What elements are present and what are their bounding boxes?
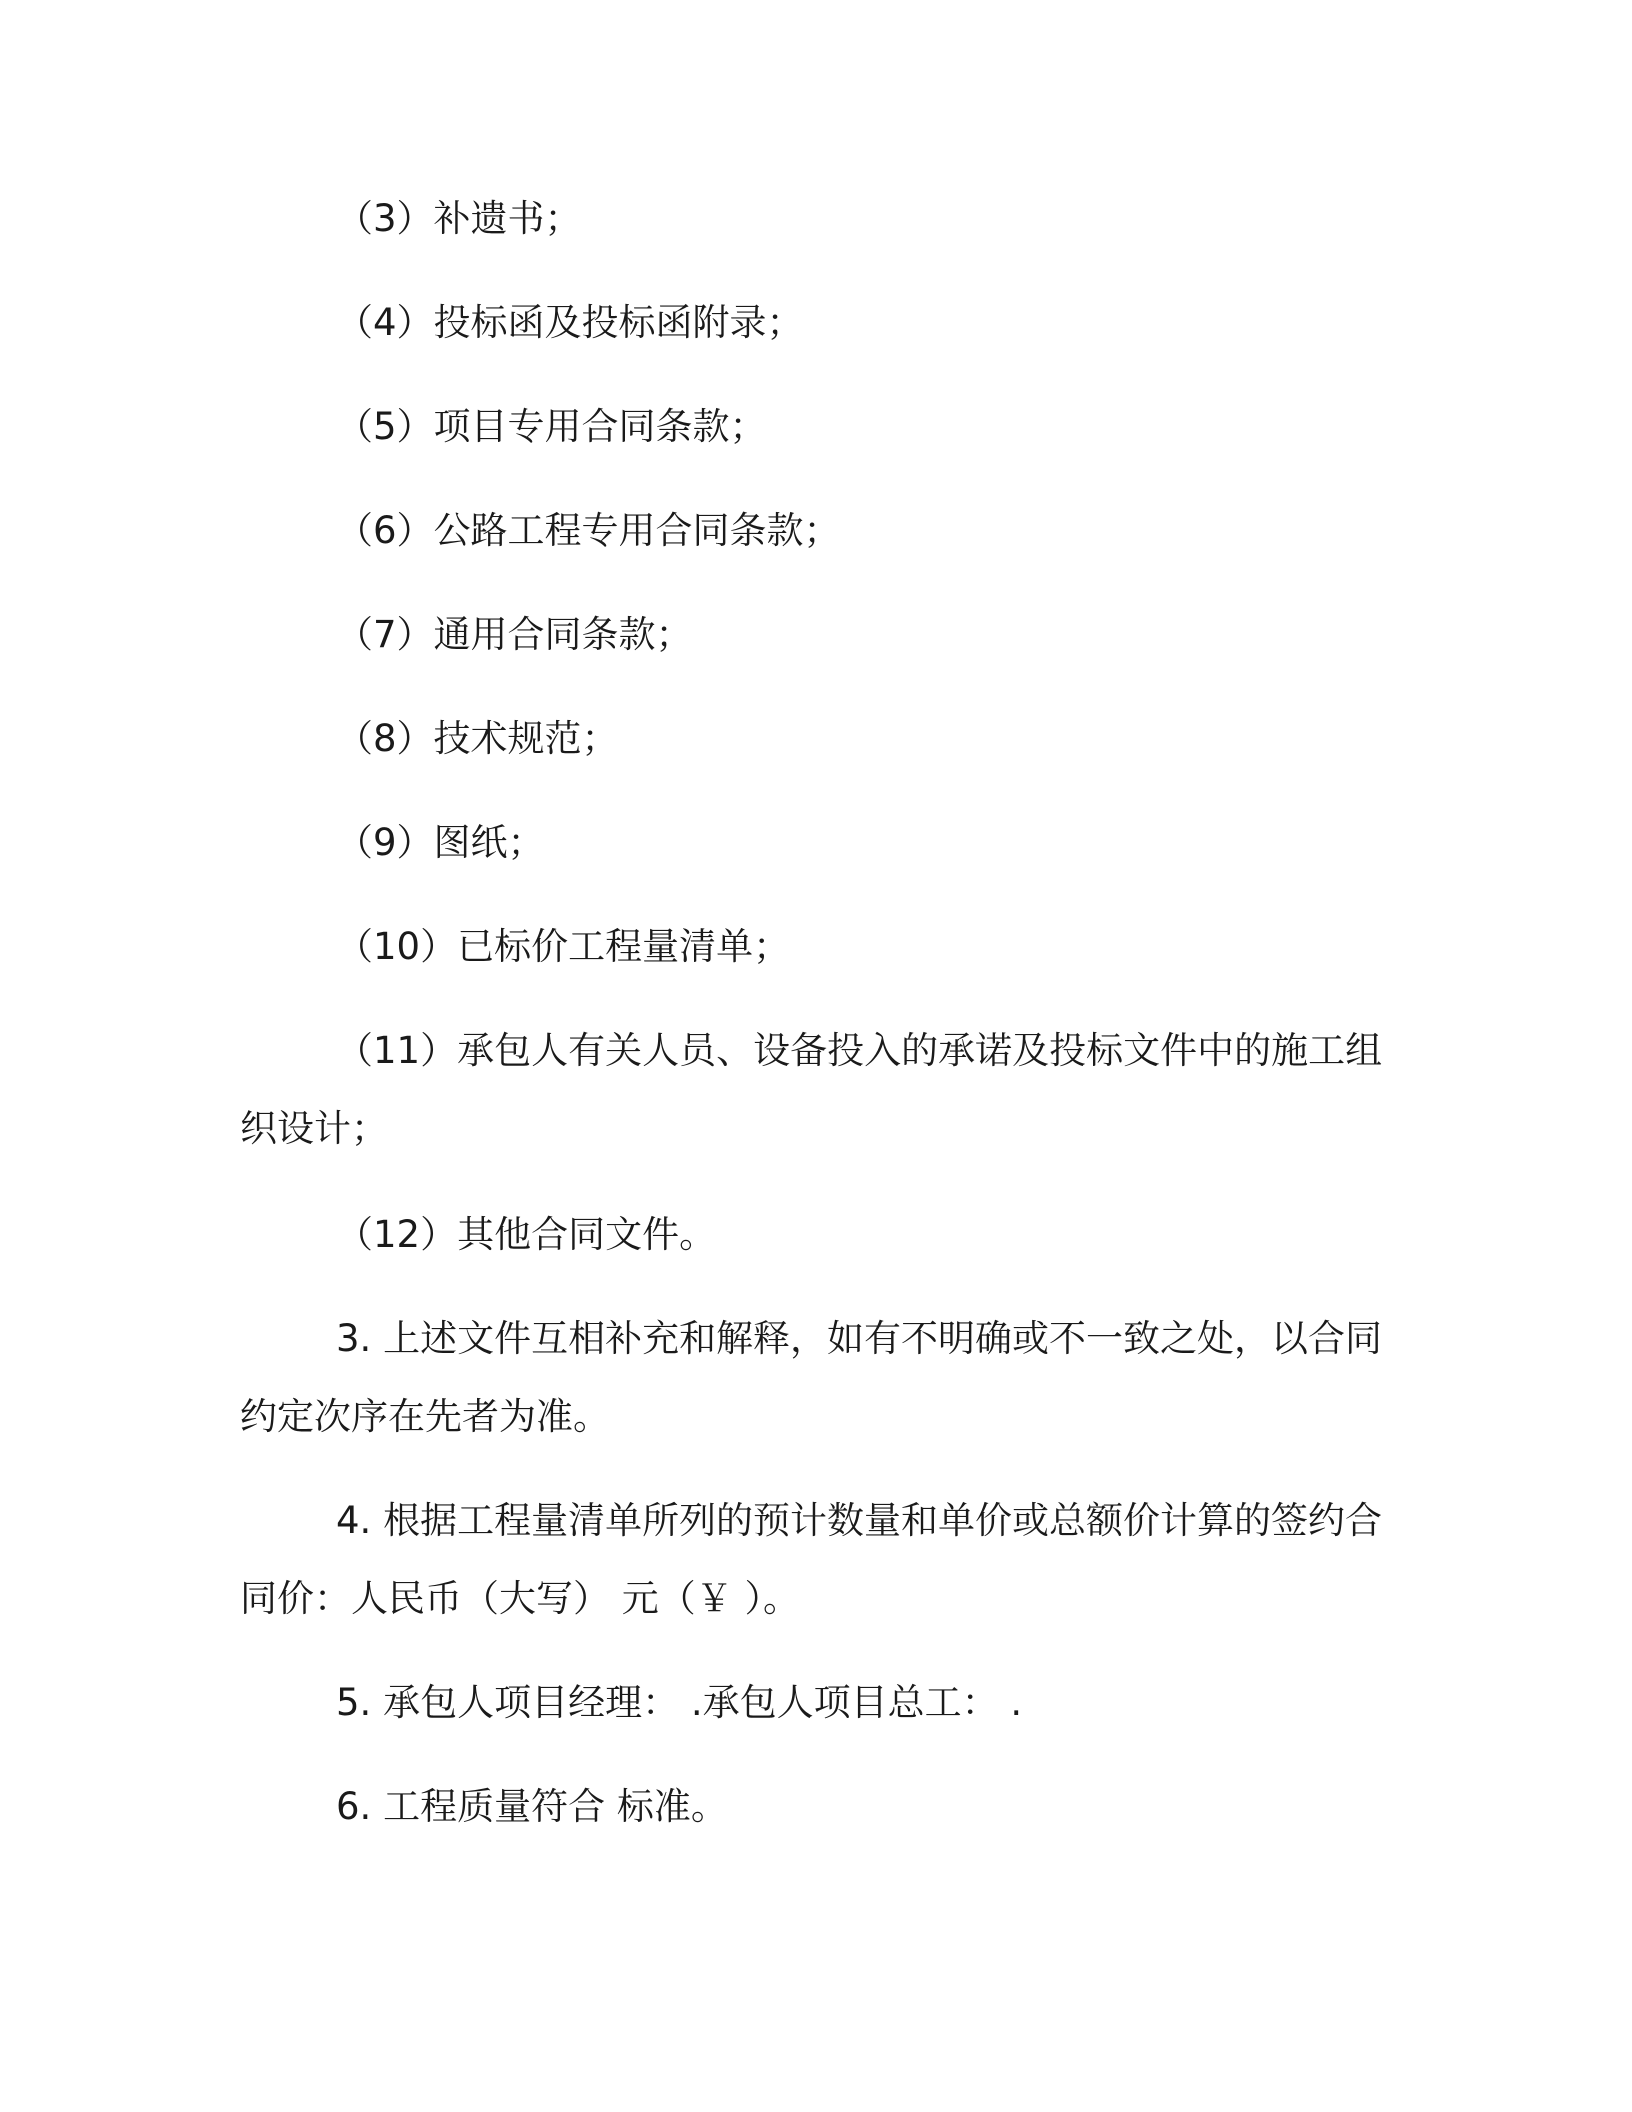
clause-6: 6. 工程质量符合 标准。 — [336, 1785, 728, 1828]
clause-4: 4. 根据工程量清单所列的预计数量和单价或总额价计算的签约合同价：人民币（大写） 元（￥ ）。 — [240, 1499, 1383, 1620]
list-item-11: （11）承包人有关人员、设备投入的承诺及投标文件中的施工组织设计； — [240, 1029, 1383, 1150]
list-item-12: （12）其他合同文件。 — [336, 1213, 717, 1256]
list-item-8: （8）技术规范； — [336, 717, 619, 760]
list-item-3: （3）补遗书； — [336, 197, 582, 240]
list-item-5: （5）项目专用合同条款； — [336, 405, 767, 448]
list-item-6: （6）公路工程专用合同条款； — [336, 509, 841, 552]
list-item-7: （7）通用合同条款； — [336, 613, 693, 656]
clause-3: 3. 上述文件互相补充和解释，如有不明确或不一致之处，以合同约定次序在先者为准。 — [240, 1317, 1383, 1438]
list-item-9: （9）图纸； — [336, 821, 545, 864]
list-item-10: （10）已标价工程量清单； — [336, 925, 791, 968]
clause-5: 5. 承包人项目经理： .承包人项目总工： . — [336, 1681, 1023, 1724]
list-item-4: （4）投标函及投标函附录； — [336, 301, 804, 344]
